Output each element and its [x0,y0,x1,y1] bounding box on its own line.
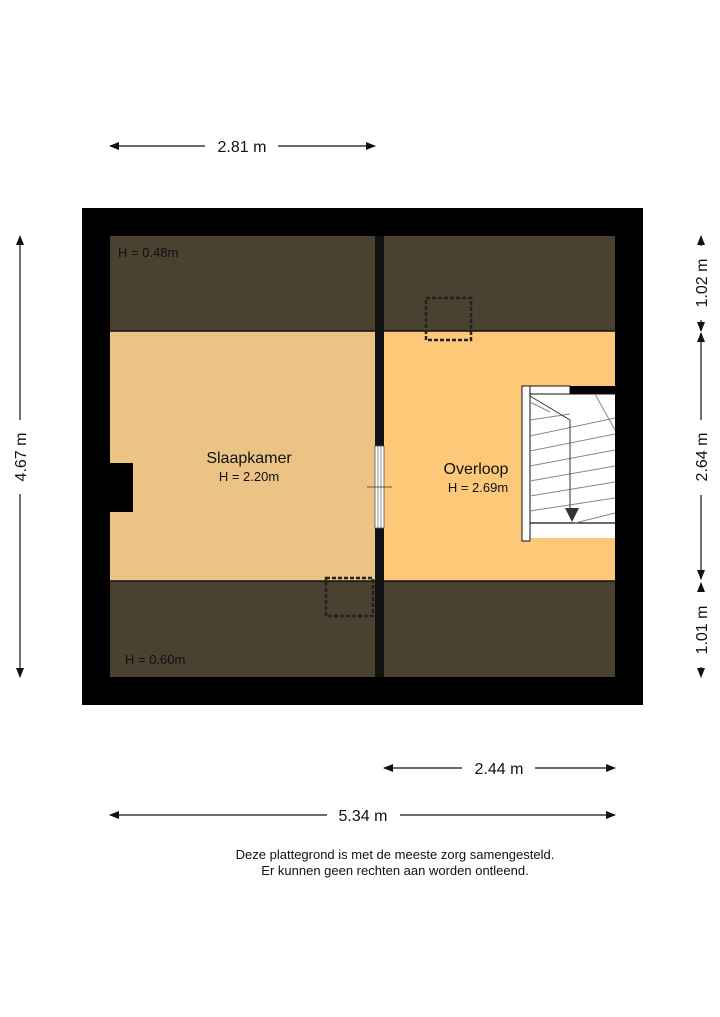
dimension-left-height [13,236,30,677]
dimension-right-top-label: 1.02 m [694,258,711,308]
dimension-left-height-label: 4.67 m [13,432,30,482]
dimension-right-middle [694,333,711,579]
dimension-right-bottom [694,583,711,677]
disclaimer [0,847,720,879]
dimension-right-top [694,236,711,331]
disclaimer-line-2: Er kunnen geen rechten aan worden ontleend. [261,863,529,878]
bottom-strip-right-floor [384,581,615,677]
middle-wall-top [375,236,384,446]
overloop-name: Overloop [443,461,509,478]
staircase [522,386,615,541]
dimension-top-width-label: 2.81 m [217,139,267,156]
overloop-height: H = 2.69m [447,480,509,495]
dimension-bottom-partial-label: 2.44 m [474,761,524,778]
slaapkamer-name: Slaapkamer [206,450,292,467]
dimension-bottom-partial [384,761,615,778]
top-strip-height-label: H = 0.48m [118,245,179,260]
dimension-bottom-total-label: 5.34 m [338,808,388,825]
wall-stub-left [110,463,133,512]
slaapkamer-height: H = 2.20m [218,469,280,484]
dimension-right-middle-label: 2.64 m [694,432,711,482]
disclaimer-line-1: Deze plattegrond is met de meeste zorg samengesteld. [235,847,555,862]
top-strip-right-floor [384,236,615,331]
dimension-right-bottom-label: 1.01 m [694,605,711,655]
dimension-bottom-total [110,808,615,825]
bottom-strip-height-label: H = 0.60m [125,652,186,667]
middle-wall-bottom [375,528,384,677]
dimension-top-width [110,139,375,156]
